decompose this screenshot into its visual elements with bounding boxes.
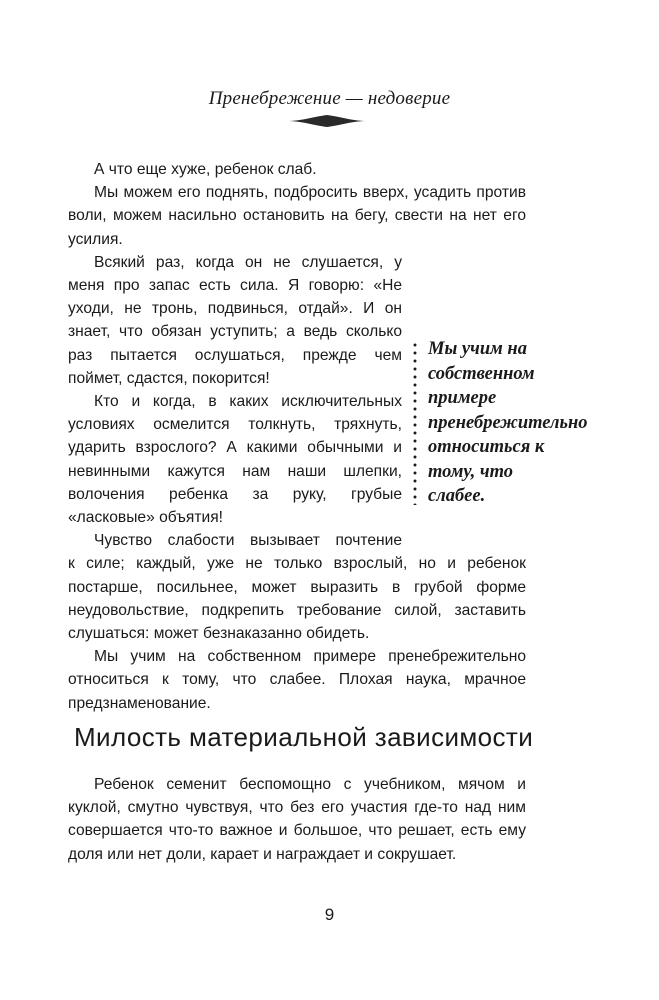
pull-quote bbox=[413, 337, 588, 509]
paragraph: Мы можем его поднять, подбросить вверх, усадить против воли, можем насильно остановить на бегу, свести на нет его усилия. bbox=[68, 184, 526, 248]
running-header-title: Пренебрежение — недоверие bbox=[208, 88, 451, 109]
dotted-rule bbox=[413, 341, 417, 505]
paragraph: А что еще хуже, ребенок слаб. bbox=[94, 161, 317, 178]
paragraph: к силе; каждый, уже не только взрослый, но и ребенок постарше, посильнее, может выразить в грубой форме неудовольствие, подкрепить требование силой, заставить слушаться: может безнаказанно обидеть. bbox=[68, 555, 526, 643]
paragraph: Мы учим на собственном примере пренебрежительно относиться к тому, что слабее. Плохая наука, мрачное предзнаменование. bbox=[68, 648, 526, 712]
paragraph: Ребенок семенит беспомощно с учебником, мячом и куклой, смутно чувствуя, что без его участия где-то над ним совершается что-то важное и большое, что решает, есть ему доля или нет доли, карает и награждает и сокрушает. bbox=[68, 776, 526, 863]
paragraph: Кто и когда, в каких исключительных условиях осмелится толкнуть, тряхнуть, ударить взрослого? А какими обычными и невинными кажутся нам наши шлепки, волочения ребенка за руку, грубые «ласковые» объятия! bbox=[68, 393, 402, 527]
section-body bbox=[68, 773, 526, 866]
paragraph: Чувство слабости вызывает почтение bbox=[94, 532, 402, 550]
ornament-divider-icon bbox=[286, 115, 368, 127]
section-heading: Милость материальной зависимости bbox=[74, 722, 534, 752]
paragraph: Всякий раз, когда он не слушается, у меня про запас есть сила. Я говорю: «Не уходи, не тронь, подвинься, отдай». И он знает, что обязан уступить; а ведь сколько раз пытается ослушаться, прежде чем поймет, сдастся, покорится! bbox=[68, 253, 402, 387]
pull-quote-text: Мы учим на собственном примере пренебрежительно относиться к тому, что слабее. bbox=[428, 339, 588, 506]
page-number: 9 bbox=[324, 905, 335, 924]
